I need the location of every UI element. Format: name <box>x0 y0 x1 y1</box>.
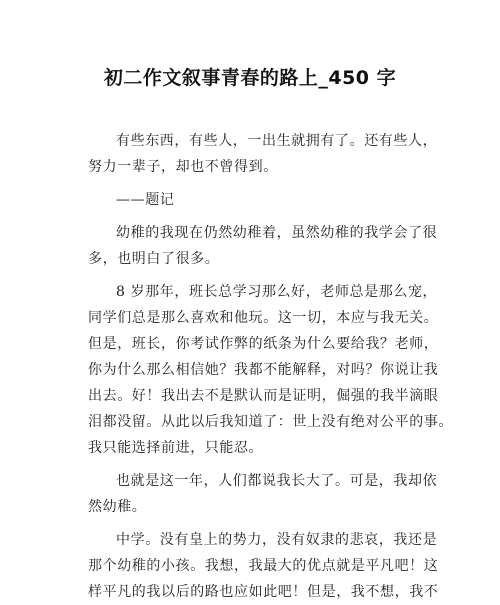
paragraph-line: 但是，班长，你考试作弊的纸条为什么要给我？老师， <box>88 336 439 352</box>
paragraph-line: 多，也明白了很多。 <box>88 251 220 267</box>
paragraph-line: 8 岁那年，班长总学习那么好，老师总是那么宠， <box>116 284 438 300</box>
paragraph-line: 努力一辈子，却也不曾得到。 <box>88 159 278 175</box>
paragraph-line: 同学们总是那么喜欢和他玩。这一切，本应与我无关。 <box>88 310 439 326</box>
epigraph-attribution: ——题记 <box>116 192 175 208</box>
paragraph-line: 你为什么那么相信她？我都不能解释，对吗？你说让我 <box>88 362 439 378</box>
document-body <box>88 128 453 605</box>
paragraph-line: 出去。好！我出去不是默认而是证明，倔强的我半滴眼 <box>88 388 439 404</box>
paragraph-line: 有些东西，有些人，一出生就拥有了。还有些人， <box>116 133 438 149</box>
paragraph-line: 那个幼稚的小孩。我想，我最大的优点就是平凡吧！这 <box>88 558 439 574</box>
paragraph-line: 样平凡的我以后的路也应如此吧！但是，我不想，我不 <box>88 584 439 600</box>
paragraph-line: 中学。没有皇上的势力，没有奴隶的悲哀，我还是 <box>116 532 438 548</box>
document-title: 初二作文叙事青春的路上_450 字 <box>103 67 397 89</box>
paragraph-line: 然幼稚。 <box>88 499 147 515</box>
paragraph-line: 幼稚的我现在仍然幼稚着，虽然幼稚的我学会了很 <box>116 225 438 241</box>
paragraph-line: 也就是这一年，人们都说我长大了。可是，我却依 <box>116 473 438 489</box>
paragraph-line: 泪都没留。从此以后我知道了：世上没有绝对公平的事。 <box>88 414 453 430</box>
paragraph-line: 我只能选择前进，只能忍。 <box>88 440 264 456</box>
